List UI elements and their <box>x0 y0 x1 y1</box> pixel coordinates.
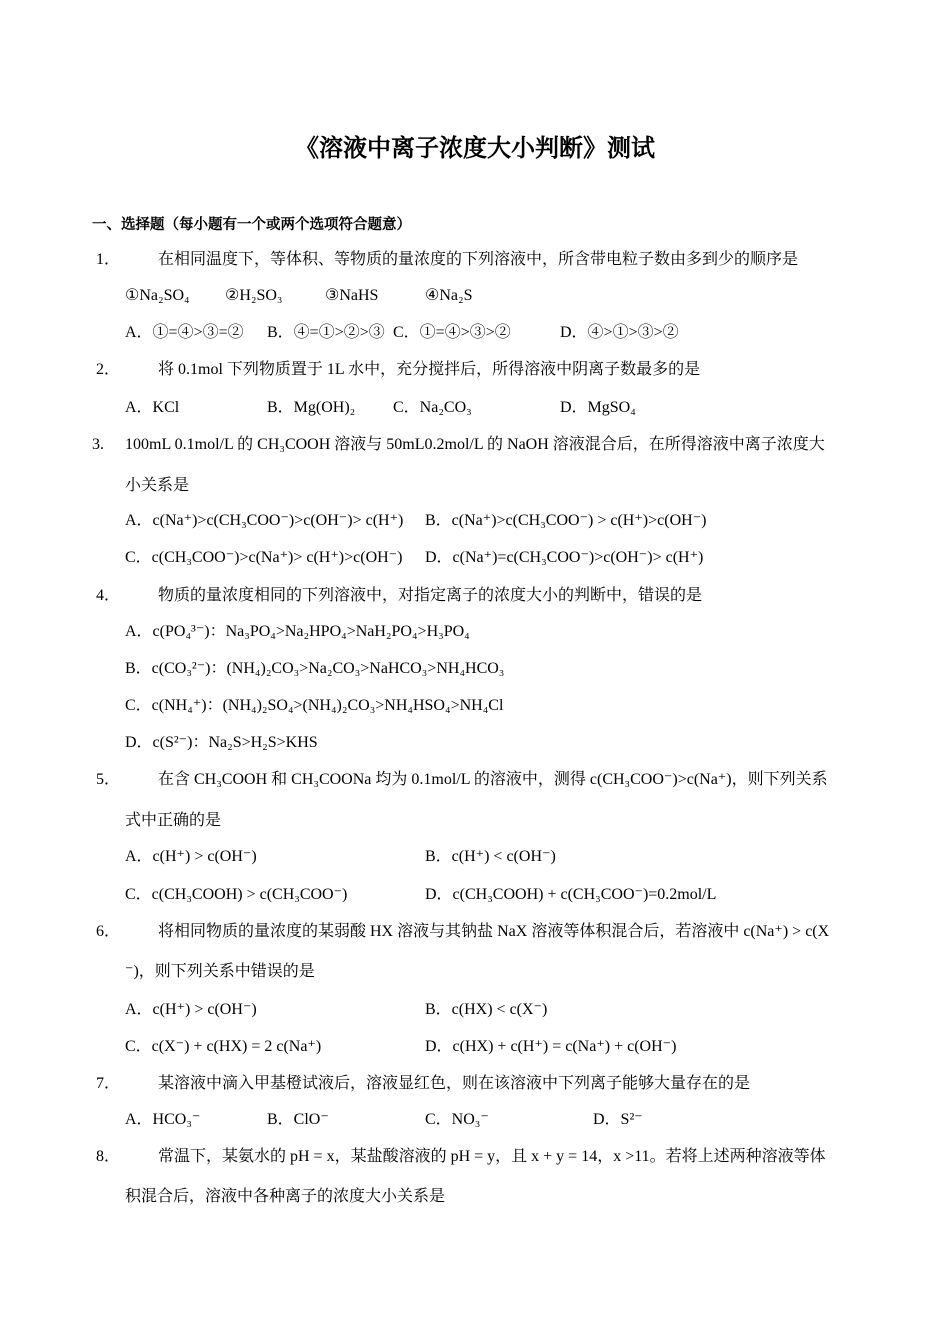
option-c: C．Na₂CO₃ <box>393 399 472 416</box>
question-number: 2． <box>96 361 121 378</box>
option-b: B．c(CO₃²⁻)：(NH₄)₂CO₃>Na₂CO₃>NaHCO₃>NH₄HCO₃ <box>125 660 505 677</box>
option-b: B．Mg(OH)₂ <box>267 399 356 416</box>
option-c: C．NO₃⁻ <box>425 1111 489 1128</box>
question-stem-continued: 积混合后，溶液中各种离子的浓度大小关系是 <box>125 1188 446 1205</box>
option-b: B．④=①>②>③ <box>267 324 385 341</box>
option-b: B．c(H⁺) < c(OH⁻) <box>425 848 556 865</box>
question-stem: 常温下，某氨水的 pH = x，某盐酸溶液的 pH = y，且 x + y = 14，x >11。若将上述两种溶液等体 <box>158 1148 826 1165</box>
compound-item: ④Na₂S <box>425 287 473 304</box>
question-number: 7． <box>96 1075 121 1092</box>
option-d: D．c(HX) + c(H⁺) = c(Na⁺) + c(OH⁻) <box>425 1038 677 1055</box>
question-number: 3. <box>92 436 104 453</box>
option-a: A．KCl <box>125 399 180 416</box>
page-title: 《溶液中离子浓度大小判断》测试 <box>295 134 655 162</box>
option-b: B．c(Na⁺)>c(CH₃COO⁻) > c(H⁺)>c(OH⁻) <box>425 512 707 529</box>
option-c: C．①=④>③>② <box>393 324 511 341</box>
question-number: 5． <box>96 771 121 788</box>
question-number: 6． <box>96 923 121 940</box>
option-d: D．S²⁻ <box>593 1111 643 1128</box>
question-stem: 某溶液中滴入甲基橙试液后，溶液显红色，则在该溶液中下列离子能够大量存在的是 <box>158 1075 751 1092</box>
question-stem: 在相同温度下，等体积、等物质的量浓度的下列溶液中，所含带电粒子数由多到少的顺序是 <box>158 251 799 268</box>
question-stem: 物质的量浓度相同的下列溶液中，对指定离子的浓度大小的判断中，错误的是 <box>158 587 703 604</box>
option-a: A．①=④>③=② <box>125 324 244 341</box>
compound-item: ③NaHS <box>325 287 379 304</box>
compound-item: ①Na₂SO₄ <box>125 287 190 304</box>
option-b: B．ClO⁻ <box>267 1111 329 1128</box>
question-stem-continued: 小关系是 <box>125 477 190 494</box>
option-c: C．c(NH₄⁺)：(NH₄)₂SO₄>(NH₄)₂CO₃>NH₄HSO₄>NH₄Cl <box>125 697 504 714</box>
option-a: A．c(PO₄³⁻)：Na₃PO₄>Na₂HPO₄>NaH₂PO₄>H₃PO₄ <box>125 623 470 640</box>
option-a: A．c(H⁺) > c(OH⁻) <box>125 848 257 865</box>
option-d: D．c(S²⁻)：Na₂S>H₂S>KHS <box>125 734 318 751</box>
section-heading: 一、选择题（每小题有一个或两个选项符合题意） <box>92 217 411 233</box>
option-d: D．MgSO₄ <box>560 399 636 416</box>
option-c: C．c(X⁻) + c(HX) = 2 c(Na⁺) <box>125 1038 322 1055</box>
option-d: D．④>①>③>② <box>560 324 679 341</box>
option-a: A．HCO₃⁻ <box>125 1111 201 1128</box>
option-c: C．c(CH₃COO⁻)>c(Na⁺)> c(H⁺)>c(OH⁻) <box>125 549 403 566</box>
option-a: A．c(Na⁺)>c(CH₃COO⁻)>c(OH⁻)> c(H⁺) <box>125 512 404 529</box>
question-number: 1． <box>96 251 121 268</box>
option-c: C．c(CH₃COOH) > c(CH₃COO⁻) <box>125 886 348 903</box>
option-d: D．c(Na⁺)=c(CH₃COO⁻)>c(OH⁻)> c(H⁺) <box>425 549 704 566</box>
option-d: D．c(CH₃COOH) + c(CH₃COO⁻)=0.2mol/L <box>425 886 717 903</box>
question-stem: 在含 CH₃COOH 和 CH₃COONa 均为 0.1mol/L 的溶液中，测得 c(CH₃COO⁻)>c(Na⁺)，则下列关系 <box>158 771 828 788</box>
question-number: 4． <box>96 587 121 604</box>
option-a: A．c(H⁺) > c(OH⁻) <box>125 1001 257 1018</box>
question-stem-continued: ⁻)，则下列关系中错误的是 <box>125 963 315 980</box>
question-number: 8． <box>96 1148 121 1165</box>
option-b: B．c(HX) < c(X⁻) <box>425 1001 548 1018</box>
question-stem: 100mL 0.1mol/L 的 CH₃COOH 溶液与 50mL0.2mol/L 的 NaOH 溶液混合后，在所得溶液中离子浓度大 <box>125 436 825 453</box>
question-stem: 将 0.1mol 下列物质置于 1L 水中，充分搅拌后，所得溶液中阴离子数最多的是 <box>158 361 701 378</box>
question-stem: 将相同物质的量浓度的某弱酸 HX 溶液与其钠盐 NaX 溶液等体积混合后，若溶液中 c(Na⁺) > c(X <box>158 923 830 940</box>
compound-item: ②H₂SO₃ <box>225 287 283 304</box>
question-stem-continued: 式中正确的是 <box>125 812 222 829</box>
